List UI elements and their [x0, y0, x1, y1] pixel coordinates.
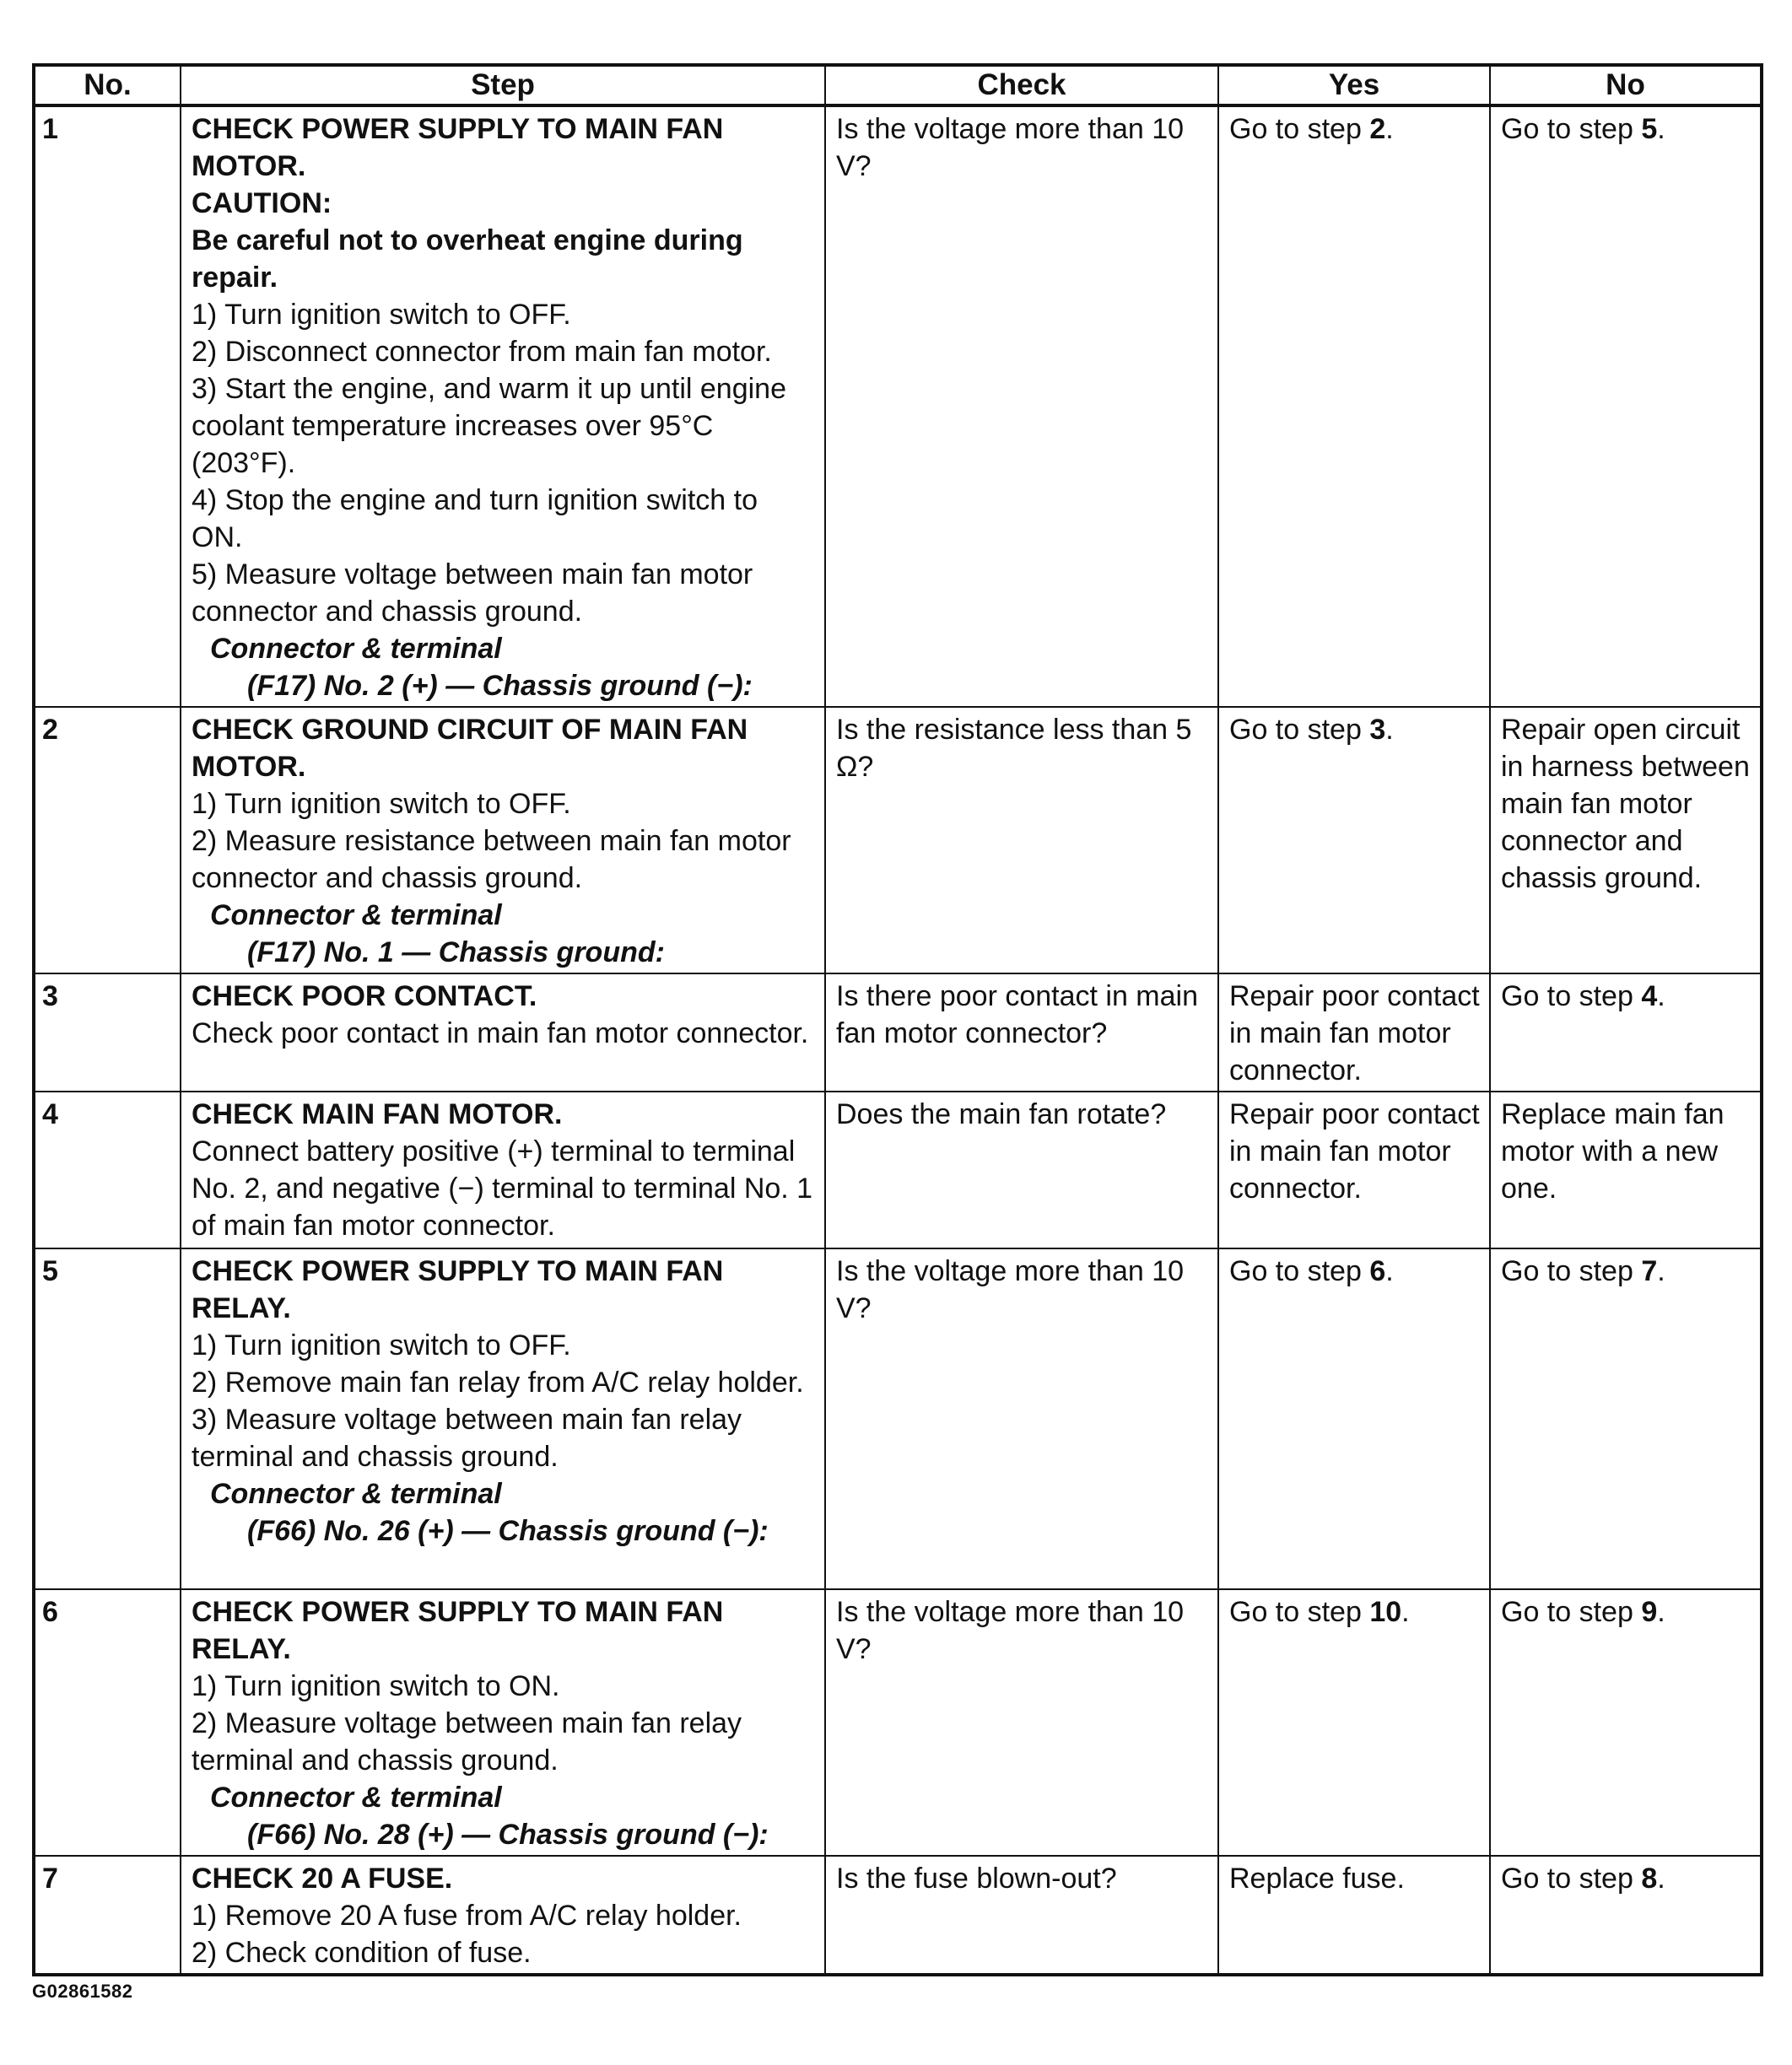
yes-step-ref: 3 — [1369, 714, 1386, 746]
yes-cell: Repair poor contact in main fan motor connector. — [1218, 973, 1490, 1092]
table-row — [34, 1856, 1762, 1975]
check-cell: Is the voltage more than 10 V? — [825, 1589, 1218, 1856]
yes-end: . — [1385, 714, 1394, 746]
yes-text: Go to step — [1229, 1596, 1370, 1628]
yes-step-ref: 2 — [1369, 113, 1386, 145]
table-row — [34, 1248, 1762, 1589]
no-text: Go to step — [1501, 113, 1642, 145]
header-no: No. — [34, 65, 181, 105]
step-line: 2) Check condition of fuse. — [192, 1937, 532, 1969]
no-end: . — [1657, 980, 1665, 1012]
yes-end: . — [1401, 1596, 1410, 1628]
step-line: 1) Turn ignition switch to OFF. — [192, 788, 571, 820]
step-title: CHECK POWER SUPPLY TO MAIN FAN RELAY. — [192, 1255, 724, 1324]
step-line: 3) Start the engine, and warm it up until engine coolant temperature increases over 95°C (203°F). — [192, 373, 786, 479]
terminal-value: (F66) No. 26 (+) — Chassis ground (−): — [247, 1515, 769, 1547]
step-line: 3) Measure voltage between main fan relay terminal and chassis ground. — [192, 1404, 742, 1473]
no-cell — [1490, 1589, 1762, 1856]
header-step: Step — [181, 65, 825, 105]
header-no-result: No — [1490, 65, 1762, 105]
yes-step-ref: 6 — [1369, 1255, 1386, 1287]
yes-cell: Repair poor contact in main fan motor connector. — [1218, 1092, 1490, 1248]
table-row — [34, 1589, 1762, 1856]
step-title: CHECK POOR CONTACT. — [192, 980, 537, 1012]
check-cell: Does the main fan rotate? — [825, 1092, 1218, 1248]
step-line: 1) Remove 20 A fuse from A/C relay holder. — [192, 1900, 742, 1932]
yes-text: Go to step — [1229, 1255, 1370, 1287]
no-step-ref: 9 — [1641, 1596, 1658, 1628]
step-line: 2) Measure resistance between main fan motor connector and chassis ground. — [192, 825, 791, 894]
yes-text: Go to step — [1229, 113, 1370, 145]
step-cell — [181, 1589, 825, 1856]
check-cell: Is the fuse blown-out? — [825, 1856, 1218, 1975]
step-line: 1) Turn ignition switch to OFF. — [192, 1329, 571, 1361]
table-row — [34, 707, 1762, 973]
no-end: . — [1657, 1255, 1665, 1287]
caution-label: CAUTION: — [192, 187, 332, 219]
step-line: 1) Turn ignition switch to ON. — [192, 1670, 560, 1702]
step-title: CHECK 20 A FUSE. — [192, 1863, 453, 1895]
caution-text: Be careful not to overheat engine during repair. — [192, 224, 743, 294]
step-number: 2 — [34, 707, 181, 973]
no-text: Go to step — [1501, 980, 1642, 1012]
yes-end: . — [1385, 1255, 1394, 1287]
table-row — [34, 1092, 1762, 1248]
step-title: CHECK POWER SUPPLY TO MAIN FAN MOTOR. — [192, 113, 724, 182]
header-yes: Yes — [1218, 65, 1490, 105]
step-title: CHECK GROUND CIRCUIT OF MAIN FAN MOTOR. — [192, 714, 748, 783]
yes-cell — [1218, 1248, 1490, 1589]
no-cell — [1490, 105, 1762, 707]
check-cell: Is the voltage more than 10 V? — [825, 1248, 1218, 1589]
table-row — [34, 973, 1762, 1092]
step-line: 2) Disconnect connector from main fan motor. — [192, 336, 772, 368]
diagnostic-table-container — [32, 63, 1760, 1976]
yes-cell — [1218, 1589, 1490, 1856]
step-line: 1) Turn ignition switch to OFF. — [192, 299, 571, 331]
step-number: 3 — [34, 973, 181, 1092]
step-cell — [181, 1092, 825, 1248]
step-cell — [181, 1856, 825, 1975]
terminal-label: Connector & terminal — [210, 1782, 502, 1814]
check-cell: Is there poor contact in main fan motor connector? — [825, 973, 1218, 1092]
yes-cell — [1218, 707, 1490, 973]
check-cell: Is the voltage more than 10 V? — [825, 105, 1218, 707]
table-row — [34, 105, 1762, 707]
terminal-label: Connector & terminal — [210, 1478, 502, 1510]
step-cell — [181, 707, 825, 973]
no-text: Go to step — [1501, 1863, 1642, 1895]
yes-step-ref: 10 — [1369, 1596, 1402, 1628]
no-step-ref: 8 — [1641, 1863, 1658, 1895]
step-cell — [181, 973, 825, 1092]
terminal-value: (F17) No. 1 — Chassis ground: — [247, 936, 665, 968]
header-row — [34, 65, 1762, 105]
step-line: 4) Stop the engine and turn ignition switch to ON. — [192, 484, 758, 553]
step-line: 5) Measure voltage between main fan motor connector and chassis ground. — [192, 558, 753, 628]
no-end: . — [1657, 1596, 1665, 1628]
terminal-value: (F17) No. 2 (+) — Chassis ground (−): — [247, 670, 753, 702]
no-cell — [1490, 973, 1762, 1092]
no-step-ref: 5 — [1641, 113, 1658, 145]
no-text: Go to step — [1501, 1255, 1642, 1287]
figure-code: G02861582 — [32, 1981, 133, 2002]
step-line: Check poor contact in main fan motor connector. — [192, 1017, 809, 1049]
no-step-ref: 7 — [1641, 1255, 1658, 1287]
no-cell: Replace main fan motor with a new one. — [1490, 1092, 1762, 1248]
step-title: CHECK POWER SUPPLY TO MAIN FAN RELAY. — [192, 1596, 724, 1665]
step-number: 6 — [34, 1589, 181, 1856]
yes-end: . — [1385, 113, 1394, 145]
no-end: . — [1657, 113, 1665, 145]
no-text: Go to step — [1501, 1596, 1642, 1628]
step-line: 2) Remove main fan relay from A/C relay holder. — [192, 1367, 804, 1399]
step-number: 7 — [34, 1856, 181, 1975]
step-title: CHECK MAIN FAN MOTOR. — [192, 1098, 563, 1130]
step-cell — [181, 105, 825, 707]
step-number: 1 — [34, 105, 181, 707]
terminal-label: Connector & terminal — [210, 633, 502, 665]
step-number: 5 — [34, 1248, 181, 1589]
step-cell — [181, 1248, 825, 1589]
terminal-value: (F66) No. 28 (+) — Chassis ground (−): — [247, 1819, 769, 1851]
yes-cell: Replace fuse. — [1218, 1856, 1490, 1975]
no-end: . — [1657, 1863, 1665, 1895]
no-cell — [1490, 1248, 1762, 1589]
no-cell — [1490, 1856, 1762, 1975]
no-cell: Repair open circuit in harness between main fan motor connector and chassis ground. — [1490, 707, 1762, 973]
no-step-ref: 4 — [1641, 980, 1658, 1012]
yes-text: Go to step — [1229, 714, 1370, 746]
step-line: 2) Measure voltage between main fan relay terminal and chassis ground. — [192, 1707, 742, 1777]
step-line: Connect battery positive (+) terminal to terminal No. 2, and negative (−) terminal to terminal No. 1 of main fan motor connector. — [192, 1135, 813, 1242]
yes-cell — [1218, 105, 1490, 707]
check-cell: Is the resistance less than 5 Ω? — [825, 707, 1218, 973]
header-check: Check — [825, 65, 1218, 105]
terminal-label: Connector & terminal — [210, 899, 502, 931]
step-number: 4 — [34, 1092, 181, 1248]
diagnostic-table — [32, 63, 1763, 1976]
